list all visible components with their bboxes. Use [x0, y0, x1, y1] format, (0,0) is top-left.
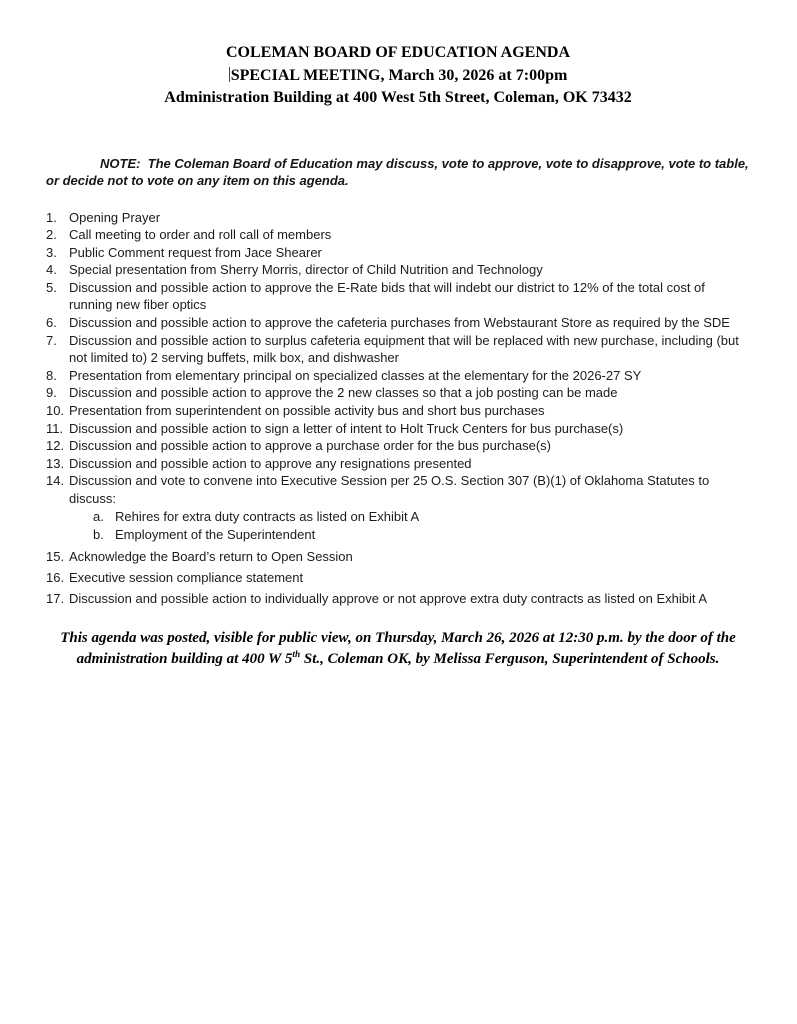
agenda-subitem-letter: a.: [93, 508, 104, 524]
agenda-item-number: 4.: [46, 262, 57, 278]
agenda-item-text: Discussion and possible action to individually approve or not approve extra duty contracts as listed on Exhibit A: [69, 590, 708, 606]
agenda-item-text: Special presentation from Sherry Morris, director of Child Nutrition and Technology: [69, 262, 543, 278]
agenda-subitem-text: Rehires for extra duty contracts as listed on Exhibit A: [115, 508, 420, 524]
agenda-item-text: Discussion and vote to convene into Executive Session per 25 O.S. Section 307 (B)(1) of Oklahoma Statutes to discuss:: [69, 473, 710, 506]
agenda-subitem-14a: [93, 508, 750, 526]
agenda-item-16: [46, 569, 750, 587]
agenda-item-number: 10.: [46, 403, 65, 419]
agenda-item-number: 1.: [46, 209, 57, 225]
agenda-subitem-letter: b.: [93, 526, 104, 542]
agenda-list: [46, 209, 750, 608]
posting-notice-text: This agenda was posted, visible for public view, on Thursday, March 26, 2026 at 12:30 p.m. by the door of the administration building at 400 W 5: [60, 630, 736, 667]
agenda-item-text: Opening Prayer: [69, 209, 161, 225]
title-line-1: COLEMAN BOARD OF EDUCATION AGENDA: [225, 44, 570, 61]
agenda-item-number: 13.: [46, 455, 65, 471]
agenda-item-number: 15.: [46, 548, 65, 564]
agenda-item-text: Acknowledge the Board’s return to Open Session: [69, 548, 353, 564]
agenda-item-number: 8.: [46, 367, 57, 383]
agenda-item-number: 11.: [46, 420, 64, 436]
agenda-item-number: 3.: [46, 244, 57, 260]
agenda-item-number: 9.: [46, 385, 57, 401]
agenda-item-4: [46, 261, 750, 279]
title-line-2-text: SPECIAL MEETING, March 30, 2026 at 7:00pm: [230, 66, 568, 84]
agenda-item-15: [46, 548, 750, 566]
agenda-item-text: Discussion and possible action to approve the 2 new classes so that a job posting can be made: [69, 385, 618, 401]
agenda-item-11: [46, 420, 750, 438]
agenda-item-7: [46, 332, 750, 367]
agenda-item-text: Public Comment request from Jace Shearer: [69, 244, 322, 260]
title-line-2: [46, 65, 750, 88]
agenda-item-number: 7.: [46, 332, 57, 348]
agenda-item-17: [46, 590, 750, 608]
agenda-item-5: [46, 279, 750, 314]
agenda-item-text: Discussion and possible action to approve the cafeteria purchases from Webstaurant Store as required by the SDE: [69, 315, 730, 331]
agenda-item-text: Discussion and possible action to approve any resignations presented: [69, 455, 472, 471]
agenda-item-12: [46, 437, 750, 455]
agenda-item-number: 17.: [46, 590, 65, 606]
posting-notice-text-end: St., Coleman OK, by Melissa Ferguson, Superintendent of Schools.: [300, 650, 720, 667]
posting-notice: [46, 628, 750, 669]
agenda-item-text: Presentation from superintendent on possible activity bus and short bus purchases: [69, 403, 545, 419]
agenda-item-number: 2.: [46, 227, 57, 243]
agenda-item-6: [46, 314, 750, 332]
document-header: [46, 42, 750, 110]
note-paragraph: NOTE: The Coleman Board of Education may discuss, vote to approve, vote to disapprove, vote to table, or decide not to vote on any item on this agenda.: [46, 155, 753, 188]
text-cursor: [229, 67, 230, 82]
agenda-subitem-14b: [93, 526, 750, 544]
agenda-item-number: 16.: [46, 569, 65, 585]
agenda-item-14: [46, 472, 750, 507]
agenda-item-text: Discussion and possible action to approve the E-Rate bids that will indebt our district to 12% of the total cost of running new fiber optics: [69, 279, 705, 313]
agenda-item-10: [46, 402, 750, 420]
agenda-item-text: Presentation from elementary principal on specialized classes at the elementary for the 2026-27 SY: [69, 367, 642, 383]
agenda-item-1: [46, 209, 750, 227]
agenda-item-number: 12.: [46, 438, 65, 454]
agenda-item-2: [46, 226, 750, 244]
agenda-item-8: [46, 367, 750, 385]
agenda-item-number: 14.: [46, 473, 65, 489]
agenda-item-text: Discussion and possible action to surplus cafeteria equipment that will be replaced with new purchase, including (but not limited to) 2 serving buffets, milk box, and dishwasher: [69, 332, 739, 366]
agenda-item-text: Executive session compliance statement: [69, 569, 304, 585]
agenda-item-3: [46, 244, 750, 262]
agenda-item-number: 5.: [46, 279, 57, 295]
agenda-subitem-text: Employment of the Superintendent: [115, 526, 316, 542]
agenda-item-9: [46, 384, 750, 402]
agenda-item-13: [46, 455, 750, 473]
title-line-3: Administration Building at 400 West 5th Street, Coleman, OK 73432: [164, 89, 632, 106]
posting-notice-superscript: th: [292, 649, 301, 660]
agenda-item-text: Discussion and possible action to sign a letter of intent to Holt Truck Centers for bus purchase(s): [69, 420, 624, 436]
agenda-item-text: Call meeting to order and roll call of members: [69, 227, 332, 243]
agenda-item-text: Discussion and possible action to approve a purchase order for the bus purchase(s): [69, 438, 551, 454]
agenda-item-number: 6.: [46, 315, 57, 331]
